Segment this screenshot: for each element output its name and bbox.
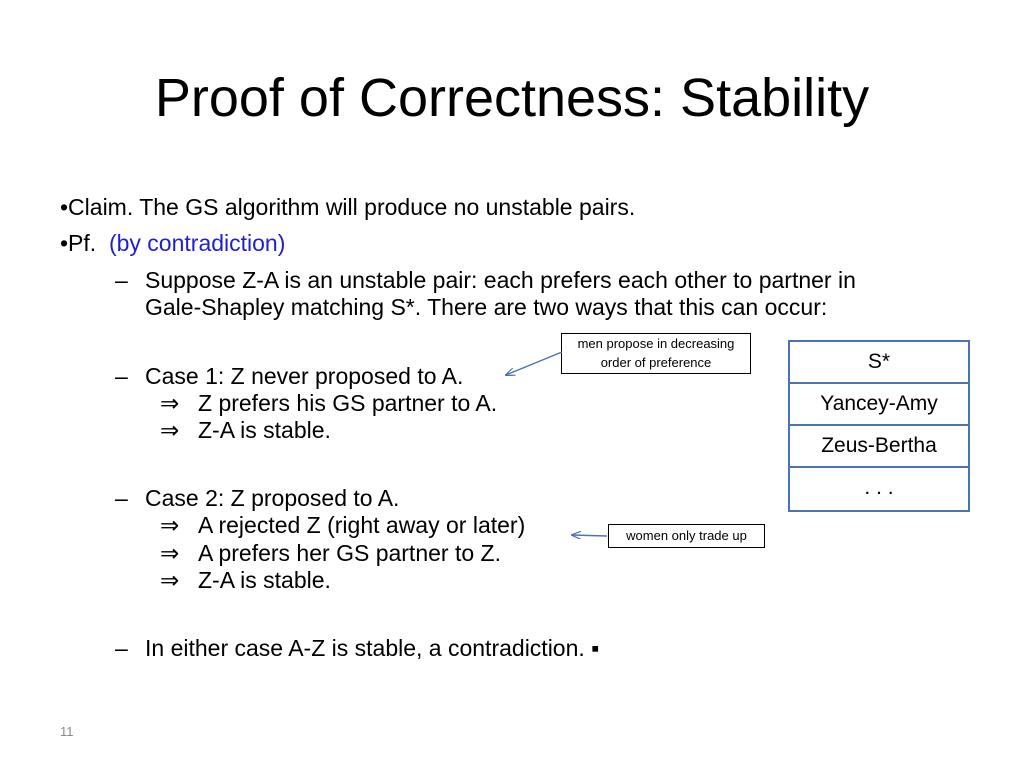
men-propose-callout-line-2: order of preference	[600, 355, 712, 370]
dash-marker: –	[115, 635, 128, 661]
case-2-implication-c-text: Z-A is stable.	[198, 567, 331, 593]
implies-icon: ⇒	[160, 390, 180, 416]
conclusion-text: In either case A-Z is stable, a contradiction. ▪	[145, 635, 600, 661]
men-callout-arrow	[506, 352, 562, 375]
case-1-text: Case 1: Z never proposed to A.	[145, 363, 464, 389]
suppose-text-1: Suppose Z-A is an unstable pair: each prefers each other to partner in	[145, 267, 856, 293]
proof-method-highlight: (by contradiction)	[108, 230, 286, 256]
matching-table	[788, 340, 970, 512]
implies-icon: ⇒	[160, 540, 180, 566]
implies-icon: ⇒	[160, 512, 180, 538]
women-trade-up-callout: women only trade up	[608, 524, 765, 548]
claim-bullet: •Claim. The GS algorithm will produce no unstable pairs.	[60, 194, 636, 220]
women-callout-arrow	[572, 535, 607, 536]
matching-table-row: Yancey-Amy	[790, 384, 968, 426]
page-number: 11	[60, 724, 74, 739]
matching-table-row: . . .	[864, 476, 894, 499]
case-2-implication-a-text: A rejected Z (right away or later)	[198, 512, 526, 538]
case-1-implication-a-text: Z prefers his GS partner to A.	[198, 390, 498, 416]
slide-title: Proof of Correctness: Stability	[154, 68, 870, 128]
matching-table-header: S*	[790, 342, 968, 384]
implies-icon: ⇒	[160, 567, 180, 593]
dash-marker: –	[115, 363, 128, 389]
case-1-implication-b-text: Z-A is stable.	[198, 417, 331, 443]
men-propose-callout-line-1: men propose in decreasing	[577, 336, 735, 351]
implies-icon: ⇒	[160, 417, 180, 443]
case-2-text: Case 2: Z proposed to A.	[145, 485, 400, 511]
case-2-implication-b-text: A prefers her GS partner to Z.	[198, 540, 501, 566]
matching-table-row: Zeus-Bertha	[790, 426, 968, 468]
dash-marker: –	[115, 485, 128, 511]
proof-bullet-label: •Pf.	[60, 230, 109, 256]
suppose-line-2: Gale-Shapley matching S*. There are two ways that this can occur:	[145, 294, 828, 320]
dash-marker: –	[115, 267, 128, 293]
